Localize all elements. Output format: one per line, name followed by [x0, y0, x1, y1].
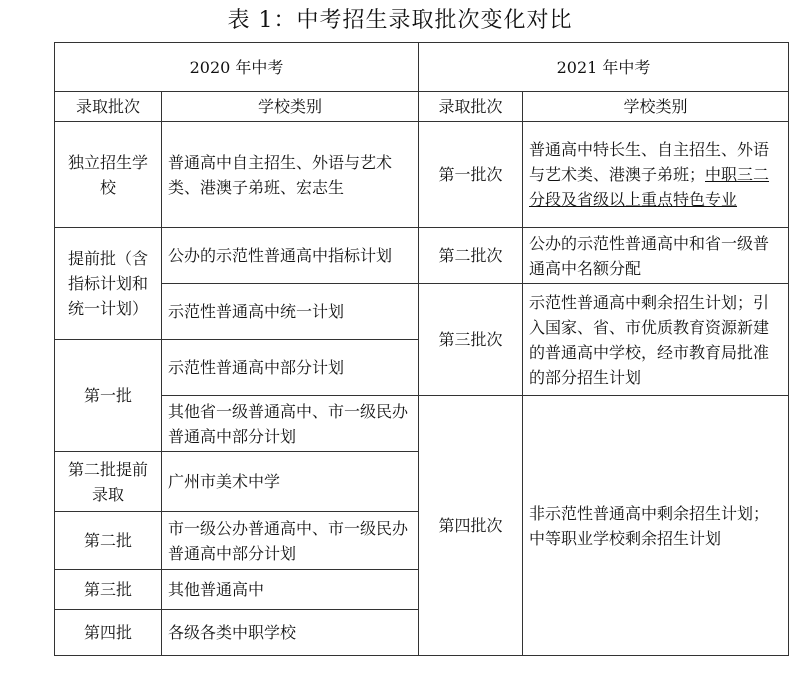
school-2020-fourth: 各级各类中职学校: [162, 610, 419, 656]
table-row: [55, 396, 789, 452]
header-2020: 2020 年中考: [55, 43, 419, 92]
table-row: [55, 228, 789, 284]
col-batch-2021: 录取批次: [419, 92, 523, 122]
batch-2020-first: 第一批: [55, 340, 162, 452]
school-2020-second: 市一级公办普通高中、市一级民办普通高中部分计划: [162, 512, 419, 570]
table-row: [55, 122, 789, 228]
school-2021-first-underlined: 中职三二分段及省级以上重点特色专业: [529, 165, 770, 209]
school-2021-fourth: 非示范性普通高中剩余招生计划；中等职业学校剩余招生计划: [523, 396, 789, 656]
batch-2020-independent: 独立招生学校: [55, 122, 162, 228]
batch-2020-fourth: 第四批: [55, 610, 162, 656]
col-school-2020: 学校类别: [162, 92, 419, 122]
school-2020-first-partial: 示范性普通高中部分计划: [162, 340, 419, 396]
school-2020-early-quota: 公办的示范性普通高中指标计划: [162, 228, 419, 284]
batch-2020-second: 第二批: [55, 512, 162, 570]
table-title: 表 1：中考招生录取批次变化对比: [227, 8, 573, 33]
column-header-row: [55, 92, 789, 122]
batch-2021-second: 第二批次: [419, 228, 523, 284]
batch-2021-first: 第一批次: [419, 122, 523, 228]
batch-2020-early: 提前批（含指标计划和统一计划）: [55, 228, 162, 340]
comparison-table: [54, 42, 789, 656]
batch-2020-third: 第三批: [55, 570, 162, 610]
school-2021-first: [523, 122, 789, 228]
school-2021-second: 公办的示范性普通高中和省一级普通高中名额分配: [523, 228, 789, 284]
year-header-row: [55, 43, 789, 92]
school-2020-second-early: 广州市美术中学: [162, 452, 419, 512]
batch-2021-fourth: 第四批次: [419, 396, 523, 656]
batch-2021-third: 第三批次: [419, 284, 523, 396]
school-2020-early-unified: 示范性普通高中统一计划: [162, 284, 419, 340]
school-2021-first-text: 普通高中特长生、自主招生、外语与艺术类、港澳子弟班；: [529, 140, 770, 184]
school-2021-third: 示范性普通高中剩余招生计划；引入国家、省、市优质教育资源新建的普通高中学校，经市教育局批准的部分招生计划: [523, 284, 789, 396]
school-2020-third: 其他普通高中: [162, 570, 419, 610]
school-2020-first-other: 其他省一级普通高中、市一级民办普通高中部分计划: [162, 396, 419, 452]
batch-2020-second-early: 第二批提前录取: [55, 452, 162, 512]
col-batch-2020: 录取批次: [55, 92, 162, 122]
header-2021: 2021 年中考: [419, 43, 789, 92]
col-school-2021: 学校类别: [523, 92, 789, 122]
school-2020-independent: 普通高中自主招生、外语与艺术类、港澳子弟班、宏志生: [162, 122, 419, 228]
table-row: [55, 284, 789, 340]
